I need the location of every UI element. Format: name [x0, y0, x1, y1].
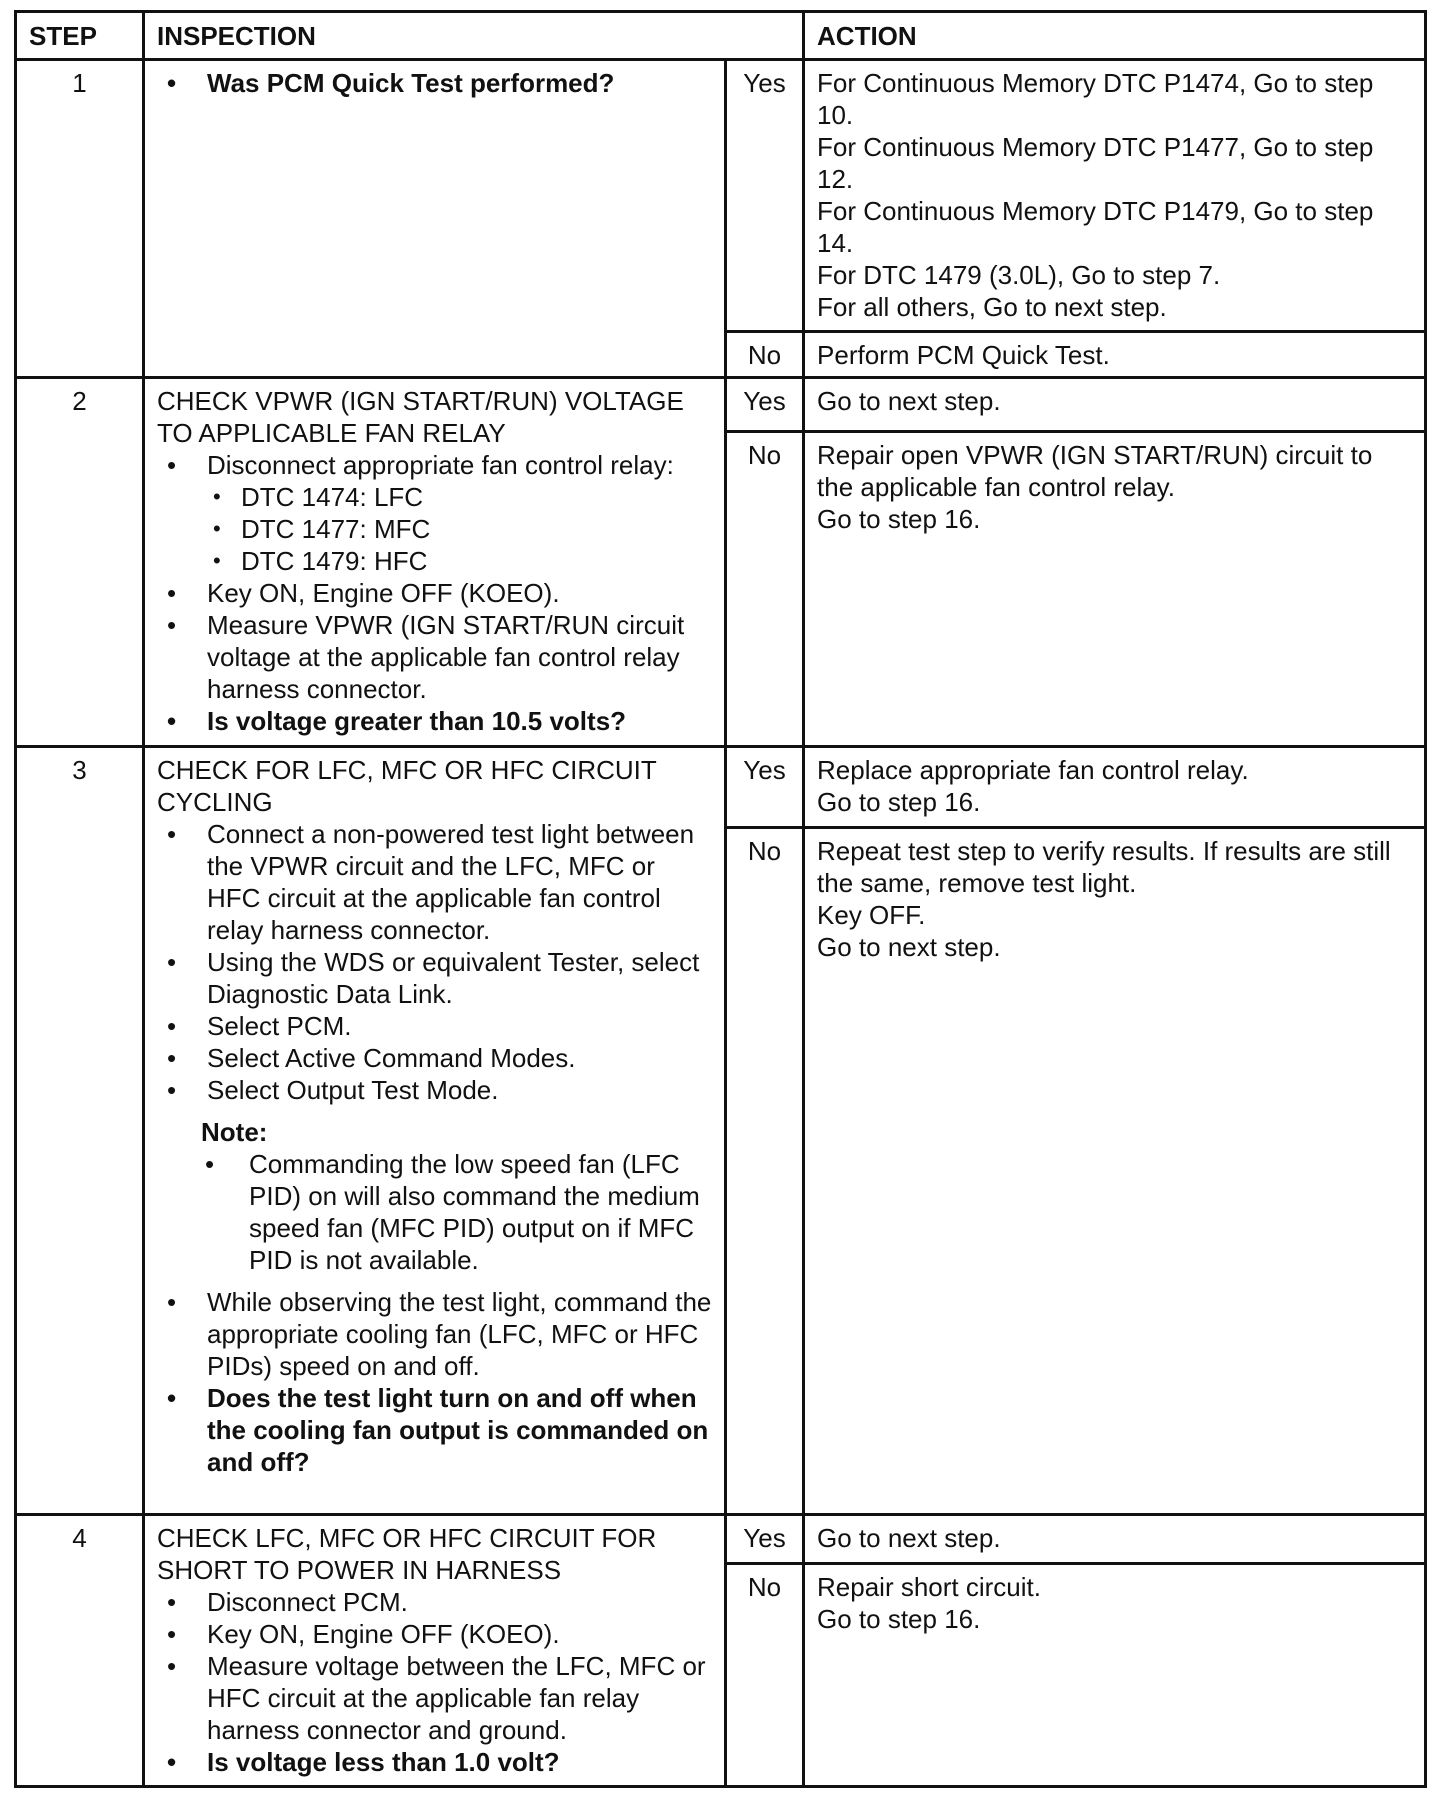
step-3-no-label: No: [726, 827, 804, 1514]
note-text: • Commanding the low speed fan (LFC PID) on will also command the medium speed fan (MFC PID) output on if MFC PID is not available.: [201, 1148, 712, 1276]
step-1-yes-label: Yes: [726, 60, 804, 332]
step-3-yes-action: [804, 747, 1426, 828]
step-1-no-label: No: [726, 331, 804, 377]
step-2-inspection: [144, 378, 726, 747]
action-line: Perform PCM Quick Test.: [817, 339, 1110, 370]
header-row: [16, 12, 1426, 60]
step-4-number: 4: [16, 1515, 144, 1787]
step-2-title: CHECK VPWR (IGN START/RUN) VOLTAGE TO APPLICABLE FAN RELAY: [157, 386, 684, 449]
step-3-bullet: • Using the WDS or equivalent Tester, select Diagnostic Data Link.: [157, 946, 712, 1010]
header-step: STEP: [16, 12, 144, 60]
step-4-no-label: No: [726, 1563, 804, 1786]
sub-bullet: • DTC 1479: HFC: [207, 545, 712, 577]
step-3-bullet: • Select Active Command Modes.: [157, 1042, 712, 1074]
note-title: Note:: [201, 1117, 268, 1148]
sub-bullet: • DTC 1477: MFC: [207, 513, 712, 545]
action-line: For all others, Go to next step.: [817, 292, 1167, 322]
action-line: Go to next step.: [817, 386, 1001, 417]
action-line: For Continuous Memory DTC P1477, Go to step 12.: [817, 132, 1374, 194]
step-1-yes-row: [16, 60, 1426, 332]
step-4-yes-row: [16, 1515, 1426, 1564]
step-1-number: 1: [16, 60, 144, 378]
action-line: Repeat test step to verify results. If results are still the same, remove test light.: [817, 835, 1391, 898]
action-line: Replace appropriate fan control relay.: [817, 755, 1249, 786]
step-3-number: 3: [16, 747, 144, 1515]
step-4-yes-label: Yes: [726, 1515, 804, 1564]
step-2-yes-label: Yes: [726, 378, 804, 432]
step-3-inspection: [144, 747, 726, 1515]
action-line: Repair open VPWR (IGN START/RUN) circuit to the applicable fan control relay.: [817, 439, 1373, 502]
step-2-number: 2: [16, 378, 144, 747]
step-4-bullet: • Key ON, Engine OFF (KOEO).: [157, 1618, 712, 1650]
step-4-bullet: • Disconnect PCM.: [157, 1586, 712, 1618]
step-3-bullet: • Select Output Test Mode.: [157, 1074, 712, 1106]
step-1-yes-action: [804, 60, 1426, 332]
step-3-bullet: • Select PCM.: [157, 1010, 712, 1042]
action-line: Repair short circuit.: [817, 1571, 1041, 1602]
action-line: For DTC 1479 (3.0L), Go to step 7.: [817, 260, 1221, 290]
step-1-question: • Was PCM Quick Test performed?: [157, 67, 712, 99]
step-3-note: [201, 1116, 712, 1276]
step-4-question: • Is voltage less than 1.0 volt?: [157, 1746, 712, 1778]
action-line: Go to step 16.: [817, 1603, 981, 1634]
sub-bullet: • DTC 1474: LFC: [207, 481, 712, 513]
step-2-yes-row: [16, 378, 1426, 432]
step-2-no-label: No: [726, 431, 804, 746]
step-4-bullet: • Measure voltage between the LFC, MFC or HFC circuit at the applicable fan relay harness connector and ground.: [157, 1650, 712, 1746]
step-4-yes-action: [804, 1515, 1426, 1564]
step-2-bullet: • Key ON, Engine OFF (KOEO).: [157, 577, 712, 609]
step-3-bullet: • While observing the test light, command the appropriate cooling fan (LFC, MFC or HFC PIDs) speed on and off.: [157, 1286, 712, 1382]
action-line: For Continuous Memory DTC P1479, Go to step 14.: [817, 196, 1374, 258]
header-action: ACTION: [804, 12, 1426, 60]
step-2-no-action: [804, 431, 1426, 746]
header-inspection: INSPECTION: [144, 12, 804, 60]
step-3-question: • Does the test light turn on and off when the cooling fan output is commanded on and off?: [157, 1382, 712, 1478]
step-4-inspection: [144, 1515, 726, 1787]
step-2-bullet: • Measure VPWR (IGN START/RUN circuit voltage at the applicable fan control relay harness connector.: [157, 609, 712, 705]
step-2-bullet: [157, 449, 712, 577]
bullet-text: Disconnect appropriate fan control relay:: [207, 450, 674, 481]
step-3-bullet: • Connect a non-powered test light between the VPWR circuit and the LFC, MFC or HFC circuit at the applicable fan control relay harness connector.: [157, 818, 712, 946]
action-line: Go to next step.: [817, 1523, 1001, 1554]
step-4-title: CHECK LFC, MFC OR HFC CIRCUIT FOR SHORT TO POWER IN HARNESS: [157, 1523, 657, 1586]
step-1-no-action: [804, 331, 1426, 377]
action-line: For Continuous Memory DTC P1474, Go to step 10.: [817, 68, 1374, 130]
action-line: Go to next step.: [817, 931, 1001, 962]
step-2-question: • Is voltage greater than 10.5 volts?: [157, 705, 712, 737]
diagnostic-table: [14, 10, 1427, 1788]
step-4-no-action: [804, 1563, 1426, 1786]
step-3-yes-label: Yes: [726, 747, 804, 828]
step-3-no-action: [804, 827, 1426, 1514]
action-line: Key OFF.: [817, 899, 926, 930]
step-2-yes-action: [804, 378, 1426, 432]
step-3-yes-row: [16, 747, 1426, 828]
action-line: Go to step 16.: [817, 787, 981, 818]
action-line: Go to step 16.: [817, 503, 981, 534]
step-3-title: CHECK FOR LFC, MFC OR HFC CIRCUIT CYCLING: [157, 755, 657, 818]
step-1-inspection: [144, 60, 726, 378]
